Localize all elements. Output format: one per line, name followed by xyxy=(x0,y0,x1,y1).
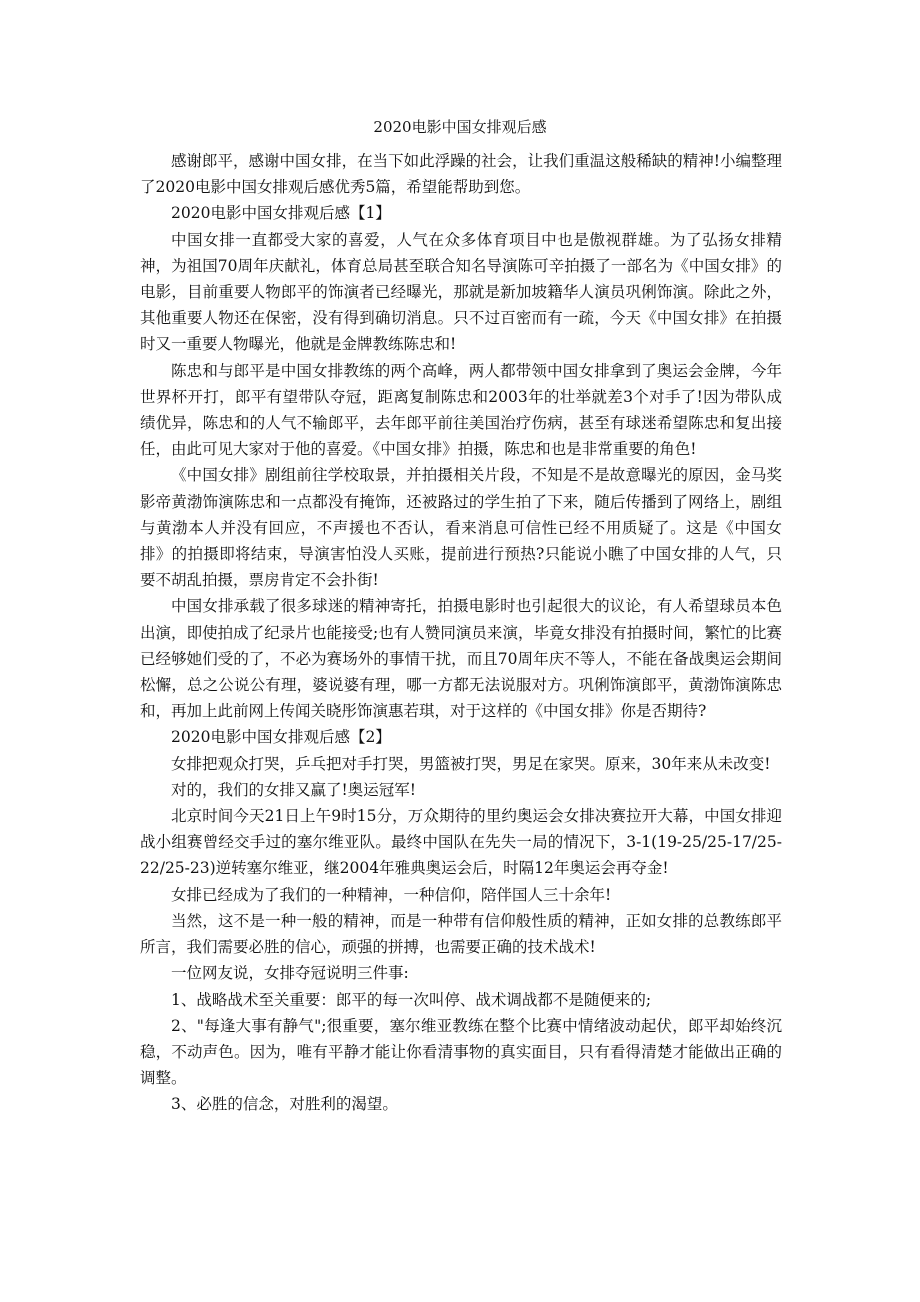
body-paragraph: 女排已经成为了我们的一种精神，一种信仰，陪伴国人三十余年! xyxy=(171,885,612,904)
body-paragraph: 中国女排承载了很多球迷的精神寄托，拍摄电影时也引起很大的议论，有人希望球员本色出演，即使拍成了纪录片也能接受;也有人赞同演员来演，毕竟女排没有拍摄时间，繁忙的比赛已经够她们受的了，不必为赛场外的事情干扰，而且70周年庆不等人，不能在备战奥运会期间松懈，总之公说公有理，婆说婆有理，哪一方都无法说服对方。巩俐饰演郎平，黄渤饰演陈忠和，再加上此前网上传闻关晓彤饰演惠若琪，对于这样的《中国女排》你是否期待? xyxy=(140,597,782,721)
body-paragraph: 一位网友说，女排夺冠说明三件事: xyxy=(171,964,409,983)
list-item: 2、"每逢大事有静气";很重要，塞尔维亚教练在整个比赛中情绪波动起伏，郎平却始终沉稳，不动声色。因为，唯有平静才能让你看清事物的真实面目，只有看得清楚才能做出正确的调整。 xyxy=(140,1016,782,1088)
document-body xyxy=(140,148,782,1118)
body-paragraph: 陈忠和与郎平是中国女排教练的两个高峰，两人都带领中国女排拿到了奥运会金牌，今年世界杯开打，郎平有望带队夺冠，距离复制陈忠和2003年的壮举就差3个对手了!因为带队成绩优异，陈忠和的人气不输郎平，去年郎平前往美国治疗伤病，甚至有球迷希望陈忠和复出接任，由此可见大家对于他的喜爱。《中国女排》拍摄，陈忠和也是非常重要的角色! xyxy=(140,361,782,459)
body-paragraph: 对的，我们的女排又赢了!奥运冠军! xyxy=(171,780,416,799)
body-paragraph: 当然，这不是一种一般的精神，而是一种带有信仰般性质的精神，正如女排的总教练郎平所言，我们需要必胜的信心，顽强的拼搏，也需要正确的技术战术! xyxy=(140,911,782,957)
body-paragraph: 女排把观众打哭，乒乓把对手打哭，男篮被打哭，男足在家哭。原来，30年来从未改变! xyxy=(171,754,771,773)
body-paragraph: 北京时间今天21日上午9时15分，万众期待的里约奥运会女排决赛拉开大幕，中国女排迎战小组赛曾经交手过的塞尔维亚队。最终中国队在先失一局的情况下，3-1(19-25/25-17/25-22/25-23)逆转塞尔维亚，继2004年雅典奥运会后，时隔12年奥运会再夺金! xyxy=(140,807,782,878)
document-title: 2020电影中国女排观后感 xyxy=(373,118,547,136)
section-heading-1: 2020电影中国女排观后感【1】 xyxy=(171,204,391,223)
list-item: 1、战略战术至关重要：郎平的每一次叫停、战术调战都不是随便来的; xyxy=(171,990,652,1009)
body-paragraph: 中国女排一直都受大家的喜爱，人气在众多体育项目中也是傲视群雄。为了弘扬女排精神，为祖国70周年庆献礼，体育总局甚至联合知名导演陈可辛拍摄了一部名为《中国女排》的电影，目前重要人物郎平的饰演者已经曝光，那就是新加坡籍华人演员巩俐饰演。除此之外，其他重要人物还在保密，没有得到确切消息。只不过百密而有一疏，今天《中国女排》在拍摄时又一重要人物曝光，他就是金牌教练陈忠和! xyxy=(140,230,782,354)
list-item: 3、必胜的信念，对胜利的渴望。 xyxy=(171,1095,398,1114)
intro-paragraph: 感谢郎平，感谢中国女排，在当下如此浮躁的社会，让我们重温这般稀缺的精神!小编整理了2020电影中国女排观后感优秀5篇，希望能帮助到您。 xyxy=(140,152,782,197)
section-heading-2: 2020电影中国女排观后感【2】 xyxy=(171,728,391,747)
body-paragraph: 《中国女排》剧组前往学校取景，并拍摄相关片段，不知是不是故意曝光的原因，金马奖影帝黄渤饰演陈忠和一点都没有掩饰，还被路过的学生拍了下来，随后传播到了网络上，剧组与黄渤本人并没有回应，不声援也不否认，看来消息可信性已经不用质疑了。这是《中国女排》的拍摄即将结束，导演害怕没人买账，提前进行预热?只能说小瞧了中国女排的人气，只要不胡乱拍摄，票房肯定不会扑街! xyxy=(140,466,782,590)
